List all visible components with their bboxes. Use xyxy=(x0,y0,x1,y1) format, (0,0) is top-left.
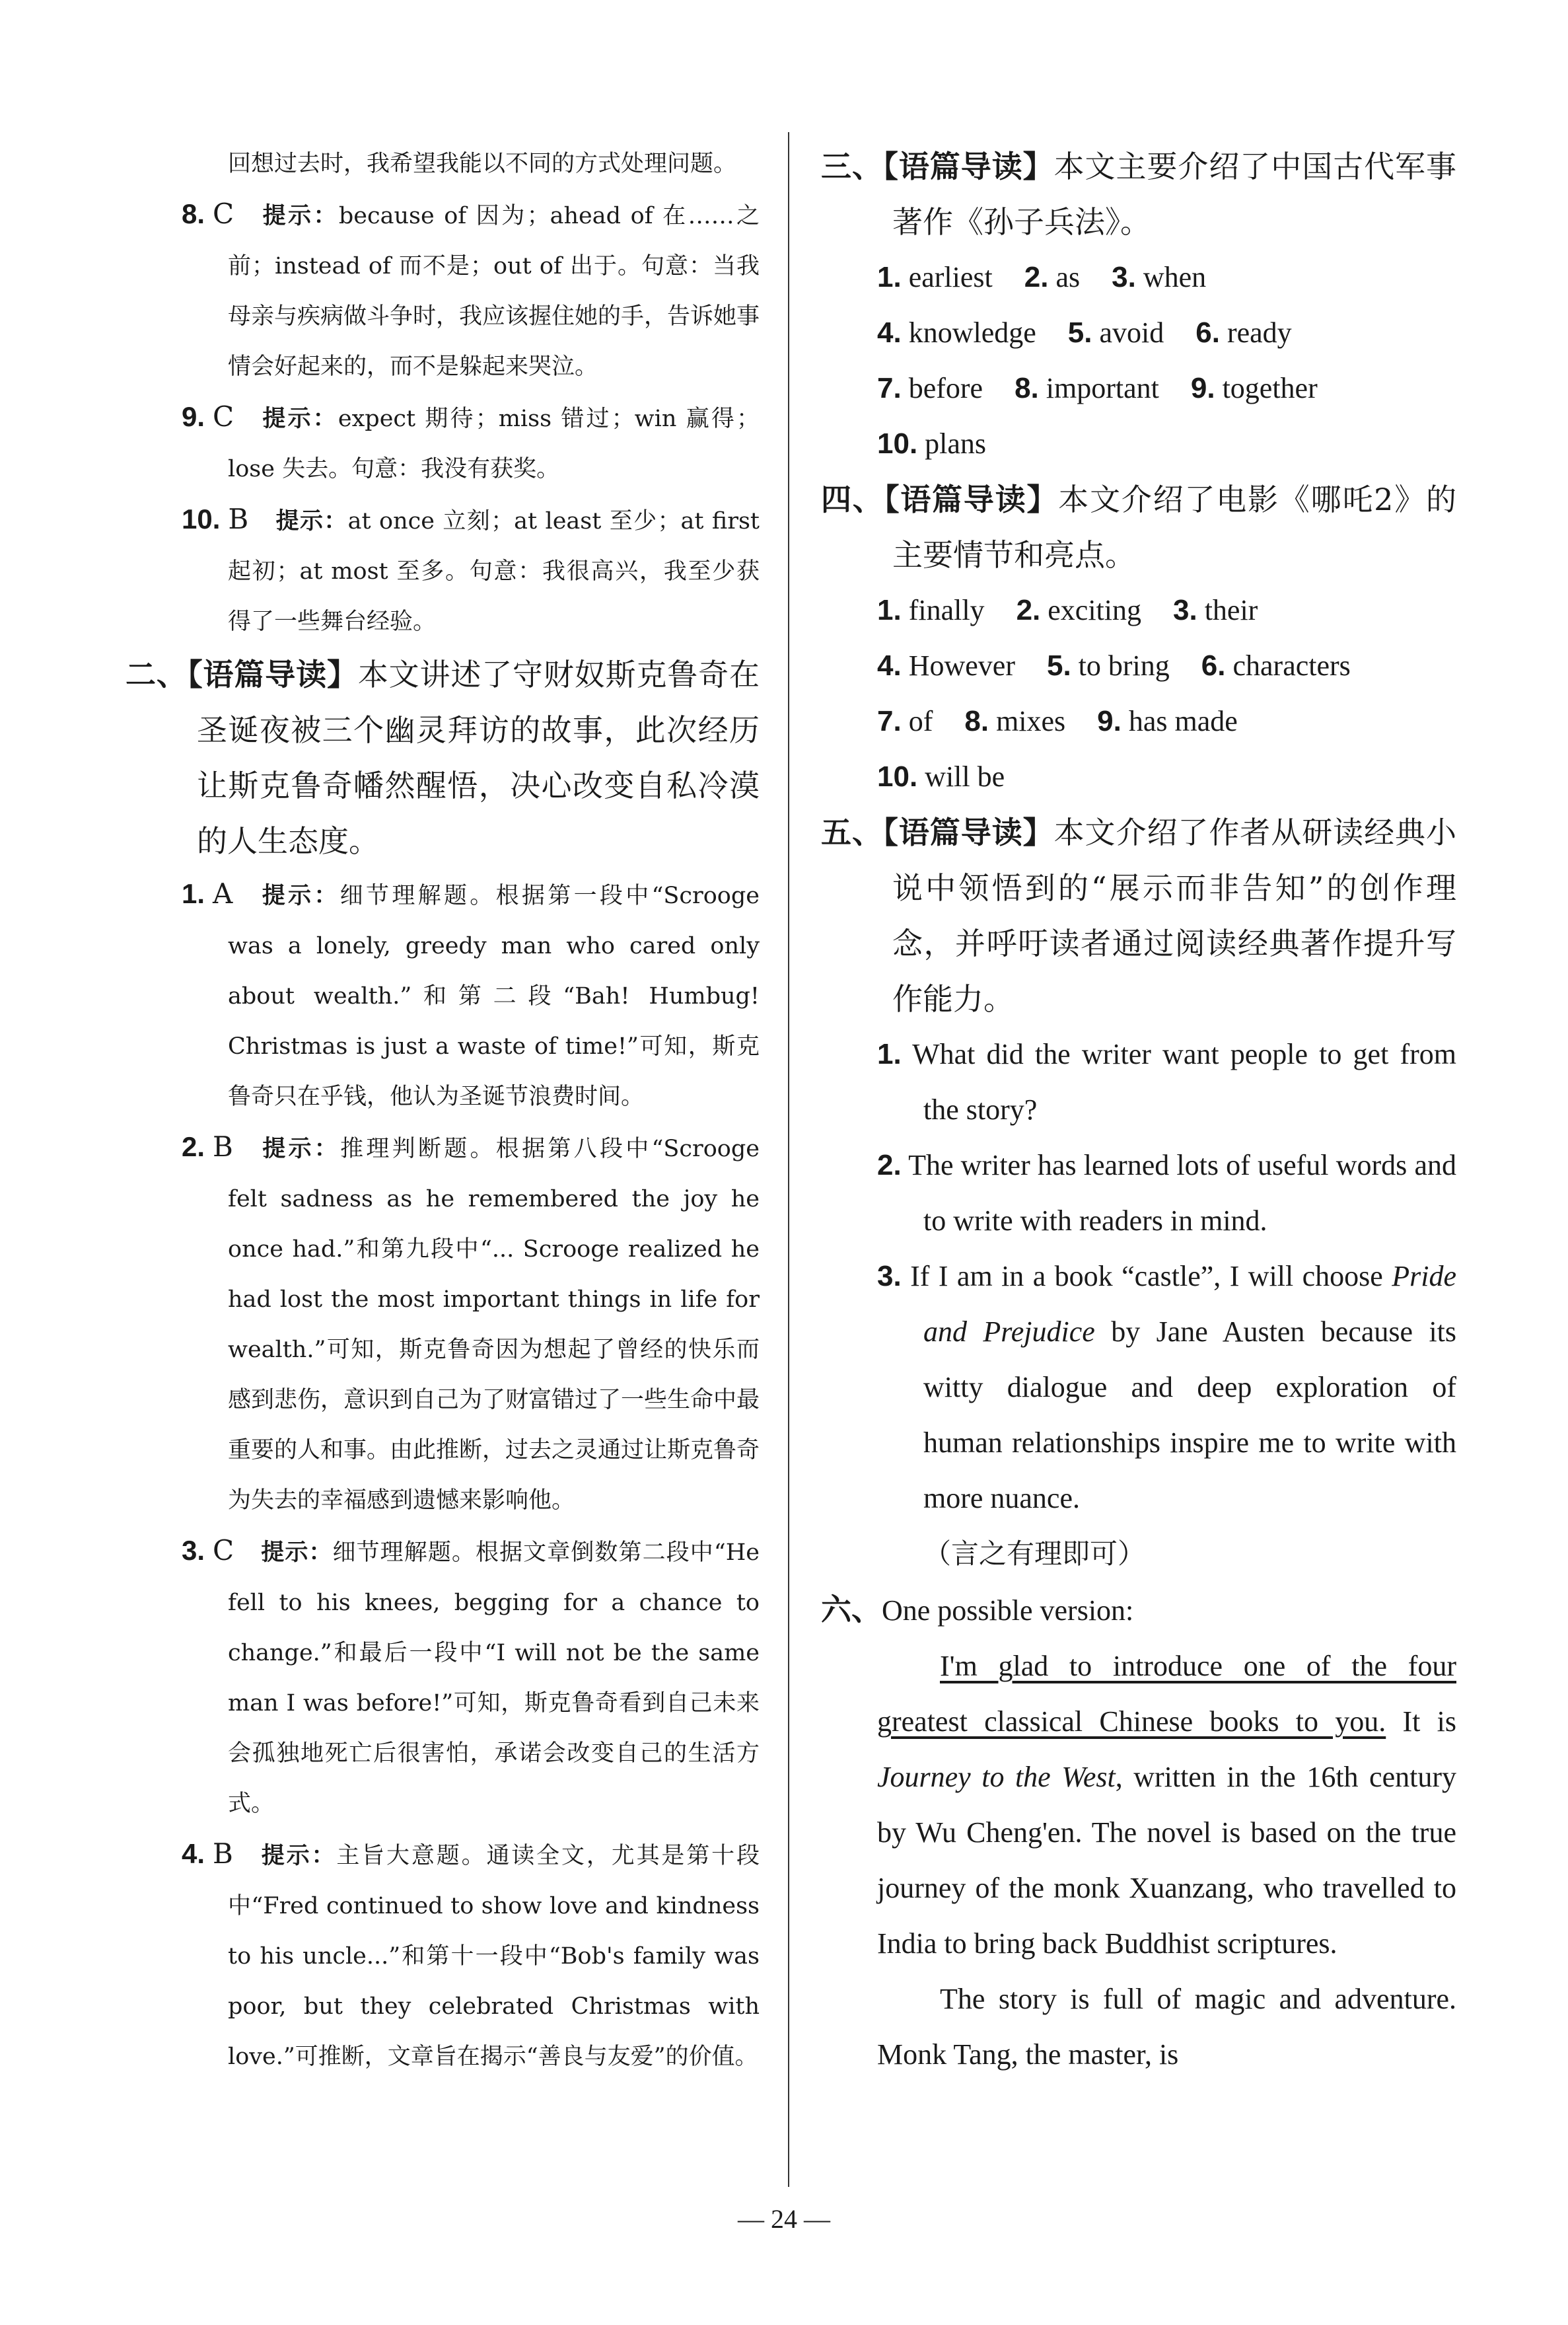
answer-item xyxy=(877,427,986,460)
answer-word: important xyxy=(1046,372,1159,404)
item-number: 9. xyxy=(1097,705,1122,737)
answer-item xyxy=(877,316,1036,349)
answer-word: will be xyxy=(925,760,1005,793)
hint-label: 提示： xyxy=(260,406,338,432)
answer-letter: C xyxy=(213,198,234,230)
item-number: 1. xyxy=(877,261,902,293)
answer-row xyxy=(877,305,1456,361)
answer-item xyxy=(182,1829,760,2082)
item-number: 1. xyxy=(877,1038,902,1070)
item-number: 3. xyxy=(1112,261,1136,293)
item-number: 8. xyxy=(964,705,989,737)
right-column xyxy=(821,139,1456,2083)
answer-word: earliest xyxy=(908,261,993,293)
answer-word: of xyxy=(908,705,933,737)
section-summary: 本文主要介绍了中国古代军事著作《孙子兵法》。 xyxy=(892,149,1457,240)
answer-item xyxy=(877,261,993,293)
answer-row xyxy=(877,250,1456,305)
answer-item xyxy=(182,392,760,494)
answer-word: mixes xyxy=(996,705,1066,737)
hint-text: 主旨大意题。通读全文，尤其是第十段中“Fred continued to show love and kindness to his uncle...”和第十一段中“Bob's family was poor, but they celebrated Christmas with love.”可推断，文章旨在揭示“善良与友爱”的价值。 xyxy=(228,1843,760,2070)
item-number: 4. xyxy=(877,649,902,682)
answer-letter: B xyxy=(228,503,249,535)
section-label: 六、 xyxy=(821,1592,882,1627)
answer-item xyxy=(1191,372,1318,404)
answer-item xyxy=(964,705,1065,737)
answer-text: If I am in a book “castle”, I will choose xyxy=(910,1260,1392,1292)
item-number: 7. xyxy=(877,705,902,737)
section-label: 三、 xyxy=(821,149,883,184)
item-number: 3. xyxy=(877,1260,902,1292)
answer-item xyxy=(182,189,760,392)
answer-item xyxy=(1097,705,1238,737)
section-2-intro xyxy=(125,647,760,869)
answer-item xyxy=(1173,594,1258,626)
item-number: 4. xyxy=(877,316,902,349)
hint-label: 提示： xyxy=(259,1136,341,1162)
item-number: 8. xyxy=(1015,372,1039,404)
item-number: 2. xyxy=(182,1131,205,1162)
answer-item xyxy=(877,1138,1456,1249)
hint-label: 提示： xyxy=(260,1539,333,1566)
answer-item xyxy=(877,1249,1456,1582)
answer-letter: B xyxy=(213,1837,233,1870)
answer-item xyxy=(182,494,760,647)
item-number: 9. xyxy=(182,401,205,432)
section-summary: 本文介绍了电影《哪吒2》的主要情节和亮点。 xyxy=(892,482,1456,573)
section-heading: 【语篇导读】 xyxy=(884,482,1059,517)
answer-item xyxy=(877,705,933,737)
answer-word: when xyxy=(1143,261,1207,293)
essay-text: It is xyxy=(1386,1705,1456,1738)
answer-item xyxy=(1195,316,1291,349)
section-4-intro xyxy=(821,472,1456,583)
answer-word: as xyxy=(1055,261,1081,293)
answer-item xyxy=(1015,372,1159,404)
answer-item xyxy=(877,1027,1456,1138)
hint-label: 提示： xyxy=(259,883,340,909)
answer-row xyxy=(877,638,1456,694)
section-heading: 【语篇导读】 xyxy=(882,149,1054,184)
underlined-topic-sentence: I'm glad to introduce one of the four greatest classical Chinese books to you. xyxy=(877,1650,1456,1738)
hint-label: 提示： xyxy=(259,1843,337,1869)
item-number: 8. xyxy=(182,198,205,229)
item-number: 6. xyxy=(1195,316,1220,349)
answer-row xyxy=(877,583,1456,638)
answer-row xyxy=(877,361,1456,416)
answer-word: characters xyxy=(1232,649,1351,682)
item-number: 1. xyxy=(182,878,205,909)
section-label: 五、 xyxy=(821,815,883,850)
answer-item xyxy=(182,1122,760,1526)
section-6-intro xyxy=(821,1582,1456,1639)
answer-word: before xyxy=(908,372,983,404)
item-number: 10. xyxy=(877,427,918,460)
hint-text: because of 因为；ahead of 在……之前；instead of 而不是；out of 出于。句意：当我母亲与疾病做斗争时，我应该握住她的手，告诉她事情会好起来的，而不是躲起来哭泣。 xyxy=(228,203,760,380)
answer-item xyxy=(1068,316,1164,349)
section-summary: 本文介绍了作者从研读经典小说中领悟到的“展示而非告知”的创作理念，并呼吁读者通过阅读经典著作提升写作能力。 xyxy=(892,815,1457,1017)
hint-text: at once 立刻；at least 至少；at first 起初；at most 至多。句意：我很高兴，我至少获得了一些舞台经验。 xyxy=(228,508,760,635)
answer-word: ready xyxy=(1227,316,1292,349)
item-number: 6. xyxy=(1201,649,1226,682)
hint-text: 推理判断题。根据第八段中“Scrooge felt sadness as he remembered the joy he once had.”和第九段中“... Scrooge realized he had lost the most important things in life for wealth.”可知，斯克鲁奇因为想起了曾经的快乐而感到悲伤，意识到自己为了财富错过了一些生命中最重要的人和事。由此推断，过去之灵通过让斯克鲁奇为失去的幸福感到遗憾来影响他。 xyxy=(228,1136,760,1514)
answer-item xyxy=(877,760,1005,793)
answer-item xyxy=(1016,594,1141,626)
answer-item xyxy=(182,869,760,1122)
answer-item xyxy=(877,649,1015,682)
answer-text: by Jane Austen because its witty dialogue and deep exploration of human relationships inspire me to write with more nuance. xyxy=(923,1315,1457,1514)
item-number: 9. xyxy=(1190,372,1215,404)
answer-row xyxy=(877,749,1456,805)
hint-text: expect 期待；miss 错过；win 赢得；lose 失去。句意：我没有获奖。 xyxy=(228,406,760,482)
answer-word: together xyxy=(1222,372,1318,404)
item-number: 7. xyxy=(877,372,902,404)
answer-text: The writer has learned lots of useful words and to write with readers in mind. xyxy=(908,1149,1456,1237)
answer-word: finally xyxy=(908,594,985,626)
section-summary: One possible version: xyxy=(882,1594,1134,1627)
answer-note: （言之有理即可） xyxy=(923,1537,1146,1570)
section-label: 四、 xyxy=(821,482,884,517)
book-title: Journey to the West xyxy=(877,1761,1116,1793)
answer-word: to bring xyxy=(1078,649,1170,682)
hint-text: 细节理解题。根据第一段中“Scrooge was a lonely, greedy man who cared only about wealth.”和第二段“Bah! Humbug! Christmas is just a waste of time!”可知，斯克鲁奇只在乎钱，他认为圣诞节浪费时间。 xyxy=(228,883,760,1110)
hint-label: 提示： xyxy=(275,508,348,535)
answer-letter: C xyxy=(213,1534,234,1567)
column-divider xyxy=(788,132,789,2187)
item-number: 2. xyxy=(877,1149,902,1181)
answer-word: However xyxy=(908,649,1015,682)
answer-letter: A xyxy=(213,877,233,910)
answer-item xyxy=(1047,649,1170,682)
item-number: 3. xyxy=(182,1535,205,1566)
answer-text: What did the writer want people to get from the story? xyxy=(912,1038,1456,1126)
answer-item xyxy=(182,1526,760,1829)
item-number: 10. xyxy=(877,760,918,793)
item-number: 5. xyxy=(1067,316,1092,349)
essay-paragraph-1 xyxy=(877,1639,1456,1972)
answer-item xyxy=(877,372,983,404)
answer-row xyxy=(877,694,1456,749)
answer-word: avoid xyxy=(1099,316,1164,349)
answer-word: plans xyxy=(925,427,987,460)
section-3-intro xyxy=(821,139,1456,250)
answer-item xyxy=(1024,261,1080,293)
essay-paragraph-2: The story is full of magic and adventure. Monk Tang, the master, is xyxy=(877,1983,1456,2071)
hint-text: 细节理解题。根据文章倒数第二段中“He fell to his knees, begging for a chance to change.”和最后一段中“I will not be the same man I was before!”可知，斯克鲁奇看到自己未来会孤独地死亡后很害怕，承诺会改变自己的生活方式。 xyxy=(228,1539,760,1817)
answer-row xyxy=(877,416,1456,472)
answer-letter: B xyxy=(213,1130,233,1163)
item-number: 5. xyxy=(1046,649,1071,682)
answer-item xyxy=(877,594,985,626)
page-number: — 24 — xyxy=(738,2204,830,2234)
item-number: 2. xyxy=(1024,261,1049,293)
book-title: Pride and Prejudice xyxy=(923,1260,1457,1348)
section-heading: 【语篇导读】 xyxy=(882,815,1054,850)
section-label: 二、 xyxy=(125,657,188,692)
item-number: 4. xyxy=(182,1838,205,1869)
section-5-intro xyxy=(821,805,1456,1027)
left-column xyxy=(125,139,760,2082)
answer-word: exciting xyxy=(1048,594,1141,626)
essay-text: , written in the 16th century by Wu Cheng'en. The novel is based on the true journey of the monk Xuanzang, who travelled to India to bring back Buddhist scriptures. xyxy=(877,1761,1456,1960)
item-number: 10. xyxy=(182,503,221,535)
section-heading: 【语篇导读】 xyxy=(187,657,358,692)
continued-text: 回想过去时，我希望我能以不同的方式处理问题。 xyxy=(228,151,737,177)
hint-label: 提示： xyxy=(260,203,339,229)
item-number: 3. xyxy=(1173,594,1197,626)
answer-word: knowledge xyxy=(908,316,1036,349)
answer-item xyxy=(1112,261,1206,293)
answer-item xyxy=(1201,649,1351,682)
answer-letter: C xyxy=(213,400,234,433)
item-number: 2. xyxy=(1016,594,1041,626)
item-number: 1. xyxy=(877,594,902,626)
answer-word: has made xyxy=(1128,705,1238,737)
answer-word: their xyxy=(1204,594,1258,626)
section-summary: 本文讲述了守财奴斯克鲁奇在圣诞夜被三个幽灵拜访的故事，此次经历让斯克鲁奇幡然醒悟，决心改变自私冷漠的人生态度。 xyxy=(197,657,760,859)
